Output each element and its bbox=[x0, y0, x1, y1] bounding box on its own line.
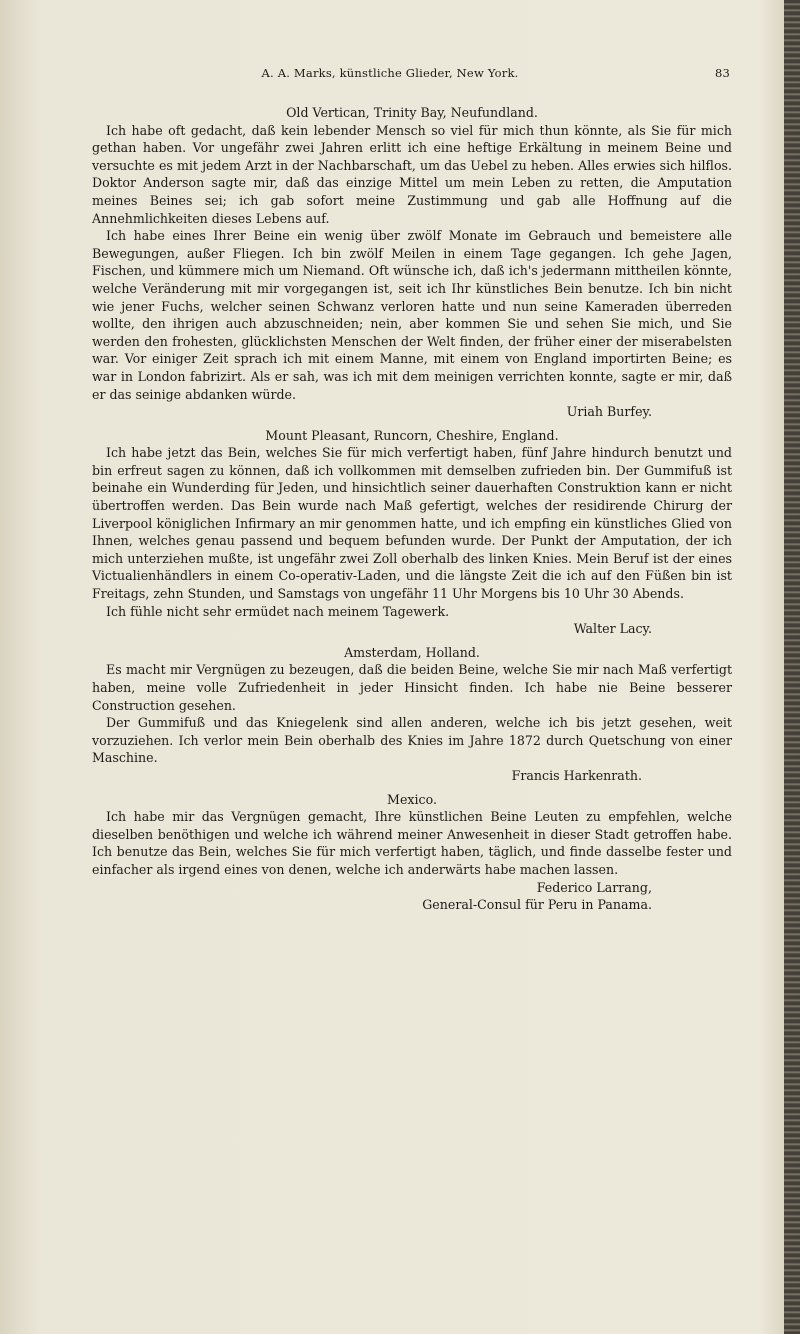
book-binding-edge bbox=[784, 0, 800, 1334]
letter-signature: Walter Lacy. bbox=[573, 621, 652, 637]
letter-location: Mount Pleasant, Runcorn, Cheshire, England. bbox=[265, 427, 559, 443]
letter-location: Mexico. bbox=[387, 791, 437, 807]
letter-signature-title: General-Consul für Peru in Panama. bbox=[422, 897, 652, 913]
letter-signature: Federico Larrang, bbox=[536, 879, 652, 895]
page-header bbox=[90, 66, 730, 86]
page-number: 83 bbox=[714, 66, 730, 80]
letter-signature: Francis Harkenrath. bbox=[511, 767, 642, 783]
testimonial-letter-4 bbox=[92, 791, 732, 914]
page-content bbox=[92, 104, 732, 920]
testimonial-letter-2 bbox=[92, 427, 732, 638]
letter-paragraph: Ich habe jetzt das Bein, welches Sie für mich verfertigt haben, fünf Jahre hindurch benutzt und bin erfreut sagen zu können, daß ich vollkommen mit demselben zufrieden bin. Der Gummifuß ist beinahe ein Wunderding für Jeden, und hinsichtlich seiner dauerhaften Construktion kann er nicht übertroffen werden. Das Bein wurde nach Maß gefertigt, welches der residirende Chirurg der Liverpool königlichen Infirmary an mir genommen hatte, und ich empfing ein künstliches Glied von Ihnen, welches genau passend und bequem befunden wurde. Der Punkt der Amputation, der ich mich unterziehen mußte, ist ungefähr zwei Zoll oberhalb des linken Knies. Mein Beruf ist der eines Victualienhändlers in einem Co-operativ-Laden, und die längste Zeit die ich auf den Füßen bin ist Freitags, zehn Stunden, und Samstags von ungefähr 11 Uhr Morgens bis 10 Uhr 30 Abends. bbox=[92, 445, 732, 602]
testimonial-letter-3 bbox=[92, 644, 732, 785]
testimonial-letter-1 bbox=[92, 104, 732, 421]
running-title: A. A. Marks, künstliche Glieder, New York. bbox=[261, 66, 519, 80]
letter-paragraph: Ich fühle nicht sehr ermüdet nach meinem Tagewerk. bbox=[106, 603, 450, 619]
letter-paragraph: Ich habe mir das Vergnügen gemacht, Ihre künstlichen Beine Leuten zu empfehlen, welche dieselben benöthigen und welche ich während meiner Anwesenheit in dieser Stadt getroffen habe. Ich benutze das Bein, welches Sie für mich verfertigt haben, täglich, und finde dasselbe fester und einfacher als irgend eines von denen, welche ich anderwärts habe machen lassen. bbox=[92, 809, 732, 877]
letter-paragraph: Ich habe eines Ihrer Beine ein wenig über zwölf Monate im Gebrauch und bemeistere alle Bewegungen, außer Fliegen. Ich bin zwölf Meilen in einem Tage gegangen. Ich gehe Jagen, Fischen, und kümmere mich um Niemand. Oft wünsche ich, daß ich's jedermann mittheilen könnte, welche Veränderung mit mir vorgegangen ist, seit ich Ihr künstliches Bein benutze. Ich bin nicht wie jener Fuchs, welcher seinen Schwanz verloren hatte und nun seine Kameraden überreden wollte, den ihrigen auch abzuschneiden; nein, aber kommen Sie und sehen Sie mich, und Sie werden den frohesten, glücklichsten Menschen der Welt finden, der früher einer der miserabelsten war. Vor einiger Zeit sprach ich mit einem Manne, mit einem von England importirten Beine; es war in London fabrizirt. Als er sah, was ich mit dem meinigen verrichten konnte, sagte er mir, daß er das seinige abdanken würde. bbox=[92, 228, 732, 402]
letter-paragraph: Es macht mir Vergnügen zu bezeugen, daß die beiden Beine, welche Sie mir nach Maß verfertigt haben, meine volle Zufriedenheit in jeder Hinsicht finden. Ich habe nie Beine besserer Construction gesehen. bbox=[92, 662, 732, 713]
letter-location: Old Vertican, Trinity Bay, Neufundland. bbox=[286, 105, 538, 120]
letter-paragraph: Der Gummifuß und das Kniegelenk sind allen anderen, welche ich bis jetzt gesehen, weit vorzuziehen. Ich verlor mein Bein oberhalb des Knies im Jahre 1872 durch Quetschung von einer Maschine. bbox=[92, 715, 732, 766]
letter-location: Amsterdam, Holland. bbox=[344, 644, 480, 660]
letter-paragraph: Ich habe oft gedacht, daß kein lebender Mensch so viel für mich thun könnte, als Sie für mich gethan haben. Vor ungefähr zwei Jahren erlitt ich eine heftige Erkältung in meinem Beine und versuchte es mit jedem Arzt in der Nachbarschaft, um das Uebel zu heben. Alles erwies sich hilflos. Doktor Anderson sagte mir, daß das einzige Mittel um mein Leben zu retten, die Amputation meines Beines sei; ich gab sofort meine Zustimmung und gab alle Hoffnung auf die Annehmlichkeiten dieses Lebens auf. bbox=[92, 122, 732, 226]
letter-signature: Uriah Burfey. bbox=[566, 404, 652, 420]
